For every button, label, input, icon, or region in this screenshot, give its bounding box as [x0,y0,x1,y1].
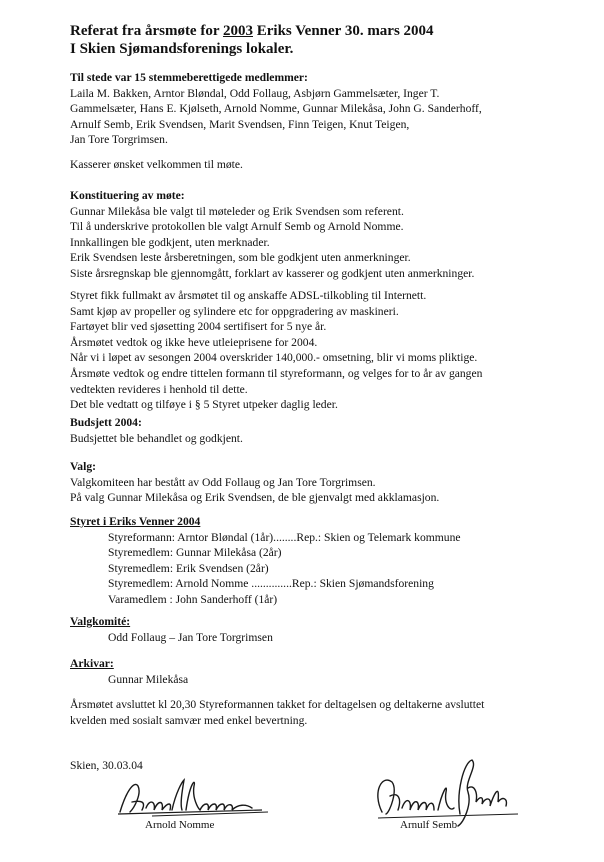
constitution-line: Gunnar Milekåsa ble valgt til møteleder og Erik Svendsen som referent. [70,204,404,218]
archivist-heading: Arkivar: [70,657,114,670]
constitution-line: Erik Svendsen leste årsberetningen, som ble godkjent uten anmerkninger. [70,251,411,265]
signature-right-name: Arnulf Semb [400,819,458,831]
board-heading: Styret i Eriks Venner 2004 [70,515,201,528]
signature-left-name: Arnold Nomme [145,819,215,831]
attendance-section [70,70,482,148]
decision-line: Årsmøtet vedtok og ikke heve utleieprisene for 2004. [70,335,318,349]
board-section [70,514,461,608]
committee-text: Odd Follaug – Jan Tore Torgrimsen [108,630,273,644]
election-section [70,459,439,506]
attendance-heading: Til stede var 15 stemmeberettigede medlemmer: [70,71,308,84]
signature-left [112,772,272,822]
committee-heading: Valgkomité: [70,615,131,628]
title-year: 2003 [222,23,253,39]
election-heading: Valg: [70,460,96,473]
budget-section [70,415,243,446]
constitution-section [70,188,474,282]
attendance-line: Gammelsæter, Hans E. Kjølseth, Arnold Nomme, Gunnar Milekåsa, John G. Sanderhoff, [70,102,482,116]
closing-section [70,697,484,728]
constitution-line: Siste årsregnskap ble gjennomgått, forklart av kasserer og godkjent uten anmerkninger. [70,266,475,280]
title-prefix: Referat fra årsmøte for [70,23,223,39]
title-suffix: Eriks Venner 30. mars 2004 [252,23,434,39]
board-line: Styreformann: Arntor Bløndal (1år)........Rep.: Skien og Telemark kommune [108,530,461,544]
constitution-line: Innkallingen ble godkjent, uten merknader. [70,235,270,249]
attendance-line: Jan Tore Torgrimsen. [70,133,168,147]
closing-line: kvelden med sosialt samvær med enkel bevertning. [70,713,308,727]
attendance-line: Laila M. Bakken, Arntor Bløndal, Odd Follaug, Asbjørn Gammelsæter, Inger T. [70,86,440,100]
election-line: På valg Gunnar Milekåsa og Erik Svendsen, de ble gjenvalgt med akklamasjon. [70,491,440,505]
decision-line: Når vi i løpet av sesongen 2004 overskrider 140,000.- omsetning, blir vi moms pliktige. [70,351,478,365]
board-line: Styremedlem: Gunnar Milekåsa (2år) [108,546,282,560]
constitution-line: Til å underskrive protokollen ble valgt Arnulf Semb og Arnold Nomme. [70,220,404,234]
decision-line: Fartøyet blir ved sjøsetting 2004 sertifisert for 5 nye år. [70,320,327,334]
title-line-1 [70,22,434,40]
archivist-section [70,656,188,687]
board-line: Varamedlem : John Sanderhoff (1år) [108,592,278,606]
board-line: Styremedlem: Arnold Nomme ..............Rep.: Skien Sjømandsforening [108,577,434,591]
decision-line: Styret fikk fullmakt av årsmøtet til og anskaffe ADSL-tilkobling til Internett. [70,289,427,302]
board-line: Styremedlem: Erik Svendsen (2år) [108,561,269,575]
place-date-text: Skien, 30.03.04 [70,759,143,772]
attendance-line: Arnulf Semb, Erik Svendsen, Marit Svendsen, Finn Teigen, Knut Teigen, [70,117,410,131]
election-line: Valgkomiteen har bestått av Odd Follaug og Jan Tore Torgrimsen. [70,475,376,489]
welcome-text: Kasserer ønsket velkommen til møte. [70,158,243,171]
decision-line: Samt kjøp av propeller og sylindere etc for oppgradering av maskineri. [70,304,399,318]
title-line-2: I Skien Sjømandsforenings lokaler. [70,41,294,57]
budget-text: Budsjettet ble behandlet og godkjent. [70,431,243,445]
committee-section [70,614,273,645]
constitution-heading: Konstituering av møte: [70,189,185,202]
decision-line: Årsmøte vedtok og endre tittelen formann til styreformann, og velges for to år av gangen [70,366,483,380]
budget-heading: Budsjett 2004: [70,416,142,429]
decision-line: vedtekten revideres i henhold til dette. [70,382,248,396]
welcome-section [70,157,243,173]
archivist-text: Gunnar Milekåsa [108,672,189,686]
decision-line: Det ble vedtatt og tilføye i § 5 Styret utpeker daglig leder. [70,398,338,412]
decisions-section [70,288,482,413]
document-title [70,22,434,58]
closing-line: Årsmøtet avsluttet kl 20,30 Styreformannen takket for deltagelsen og deltakerne avsluttet [70,698,485,711]
